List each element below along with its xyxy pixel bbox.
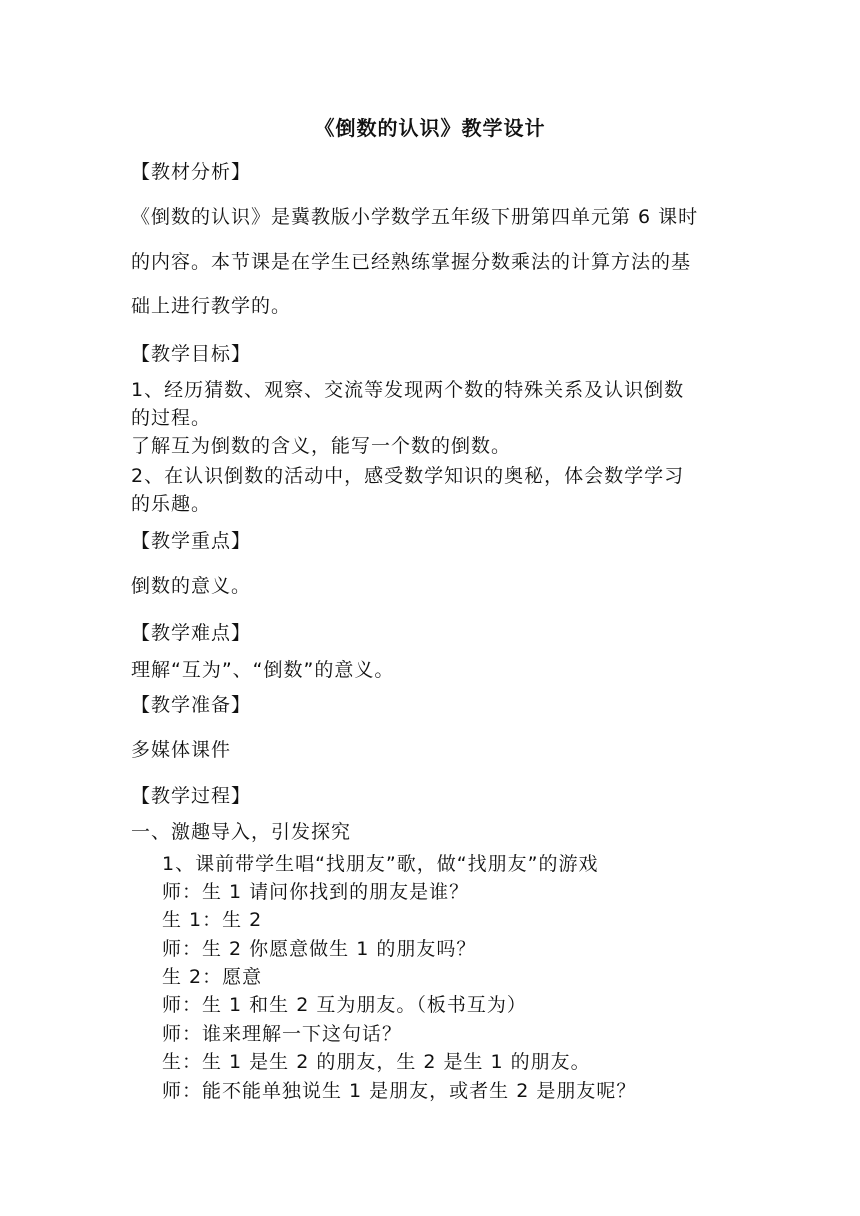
- analysis-line: 的内容。本节课是在学生已经熟练掌握分数乘法的计算方法的基: [131, 251, 692, 273]
- difficulty-text: 理解“互为”、“倒数”的意义。: [131, 659, 395, 681]
- goals-line: 的过程。: [131, 407, 212, 429]
- prep-text: 多媒体课件: [131, 739, 232, 761]
- process-line: 师：生 2 你愿意做生 1 的朋友吗？: [162, 938, 477, 960]
- goals-line: 1、经历猜数、观察、交流等发现两个数的特殊关系及认识倒数: [131, 379, 685, 401]
- process-line: 1、课前带学生唱“找朋友”歌，做“找朋友”的游戏: [162, 853, 599, 875]
- analysis-heading: 【教材分析】: [131, 161, 252, 183]
- process-line: 生 2：愿意: [162, 966, 263, 988]
- process-line: 生：生 1 是生 2 的朋友，生 2 是生 1 的朋友。: [162, 1051, 591, 1073]
- key-heading: 【教学重点】: [131, 530, 252, 552]
- difficulty-heading: 【教学难点】: [131, 622, 252, 644]
- analysis-line: 《倒数的认识》是冀教版小学数学五年级下册第四单元第 6 课时: [131, 206, 699, 228]
- goals-line: 了解互为倒数的含义，能写一个数的倒数。: [131, 435, 512, 457]
- goals-line: 2、在认识倒数的活动中，感受数学知识的奥秘，体会数学学习: [131, 465, 685, 487]
- process-step: 一、激趣导入，引发探究: [131, 821, 352, 843]
- goals-line: 的乐趣。: [131, 493, 212, 515]
- process-line: 师：生 1 和生 2 互为朋友。（板书互为）: [162, 994, 527, 1016]
- analysis-line: 础上进行教学的。: [131, 295, 292, 317]
- process-line: 师：生 1 请问你找到的朋友是谁？: [162, 881, 470, 903]
- key-text: 倒数的意义。: [131, 575, 252, 597]
- process-line: 师：能不能单独说生 1 是朋友，或者生 2 是朋友呢？: [162, 1080, 637, 1102]
- goals-heading: 【教学目标】: [131, 343, 252, 365]
- document-title: 《倒数的认识》教学设计: [314, 116, 546, 140]
- prep-heading: 【教学准备】: [131, 694, 252, 716]
- process-line: 生 1：生 2: [162, 909, 263, 931]
- process-heading: 【教学过程】: [131, 785, 252, 807]
- process-line: 师：谁来理解一下这句话？: [162, 1023, 403, 1045]
